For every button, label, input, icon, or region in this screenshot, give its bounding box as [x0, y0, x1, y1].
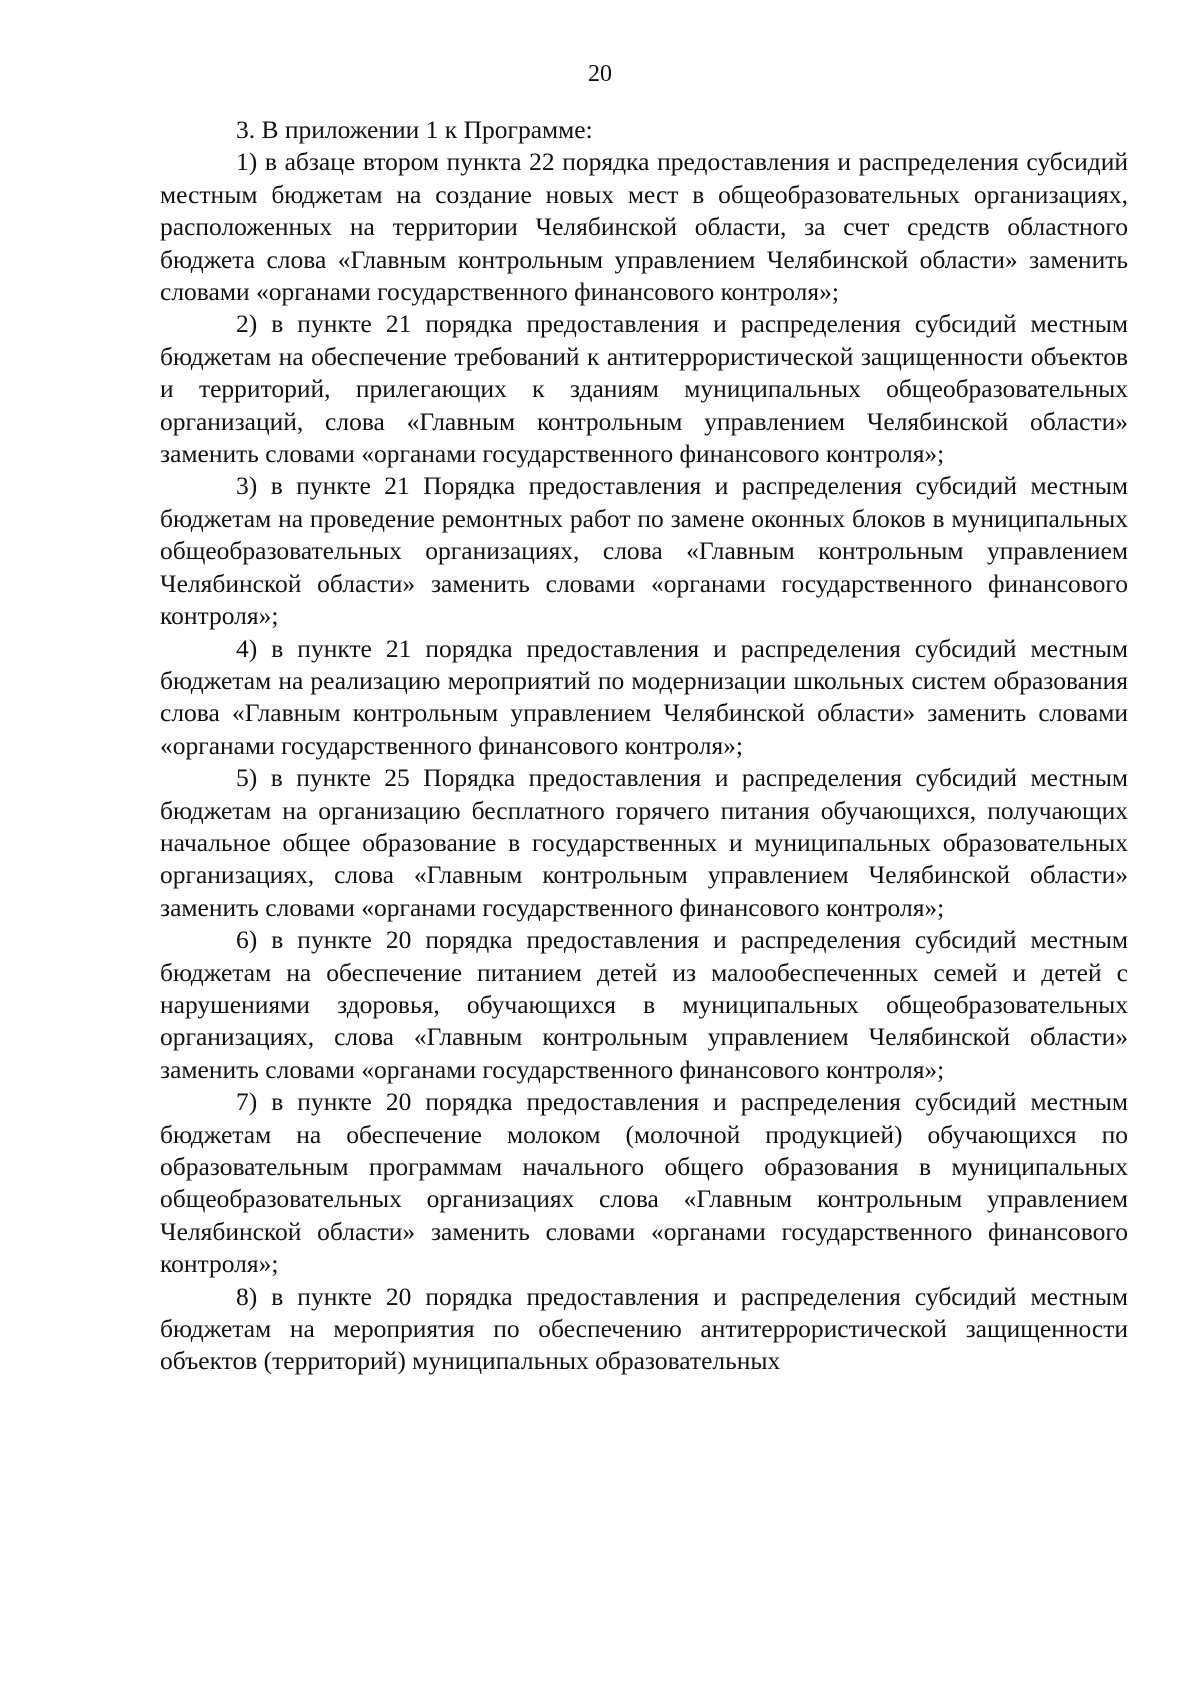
document-body [160, 114, 1128, 1378]
list-item: 7) в пункте 20 порядка предоставления и распределения субсидий местным бюджетам на обеспечение молоком (молочной продукцией) обучающихся по образовательным программам начального общего образования в муниципальных общеобразовательных организациях слова «Главным контрольным управлением Челябинской области» заменить словами «органами государственного финансового контроля»; [160, 1087, 1128, 1279]
list-item: 1) в абзаце втором пункта 22 порядка предоставления и распределения субсидий местным бюджетам на создание новых мест в общеобразовательных организациях, расположенных на территории Челябинской области, за счет средств областного бюджета слова «Главным контрольным управлением Челябинской области» заменить словами «органами государственного финансового контроля»; [160, 147, 1128, 307]
list-item: 4) в пункте 21 порядка предоставления и распределения субсидий местным бюджетам на реализацию мероприятий по модернизации школьных систем образования слова «Главным контрольным управлением Челябинской области» заменить словами «органами государственного финансового контроля»; [160, 633, 1128, 760]
list-item: 6) в пункте 20 порядка предоставления и распределения субсидий местным бюджетам на обеспечение питанием детей из малообеспеченных семей и детей с нарушениями здоровья, обучающихся в муниципальных общеобразовательных организациях, слова «Главным контрольным управлением Челябинской области» заменить словами «органами государственного финансового контроля»; [160, 925, 1128, 1084]
page-number: 20 [588, 61, 612, 87]
list-item: 3) в пункте 21 Порядка предоставления и распределения субсидий местным бюджетам на проведение ремонтных работ по замене оконных блоков в муниципальных общеобразовательных организациях, слова «Главным контрольным управлением Челябинской области» заменить словами «органами государственного финансового контроля»; [160, 471, 1128, 631]
list-item: 5) в пункте 25 Порядка предоставления и распределения субсидий местным бюджетам на организацию бесплатного горячего питания обучающихся, получающих начальное общее образование в государственных и муниципальных образовательных организациях, слова «Главным контрольным управлением Челябинской области» заменить словами «органами государственного финансового контроля»; [160, 763, 1128, 922]
section-intro: 3. В приложении 1 к Программе: [236, 115, 593, 144]
list-item: 2) в пункте 21 порядка предоставления и распределения субсидий местным бюджетам на обеспечение требований к антитеррористической защищенности объектов и территорий, прилегающих к зданиям муниципальных общеобразовательных организаций, слова «Главным контрольным управлением Челябинской области» заменить словами «органами государственного финансового контроля»; [160, 309, 1128, 469]
list-item: 8) в пункте 20 порядка предоставления и распределения субсидий местным бюджетам на мероприятия по обеспечению антитеррористической защищенности объектов (территорий) муниципальных образовательных [160, 1281, 1128, 1376]
